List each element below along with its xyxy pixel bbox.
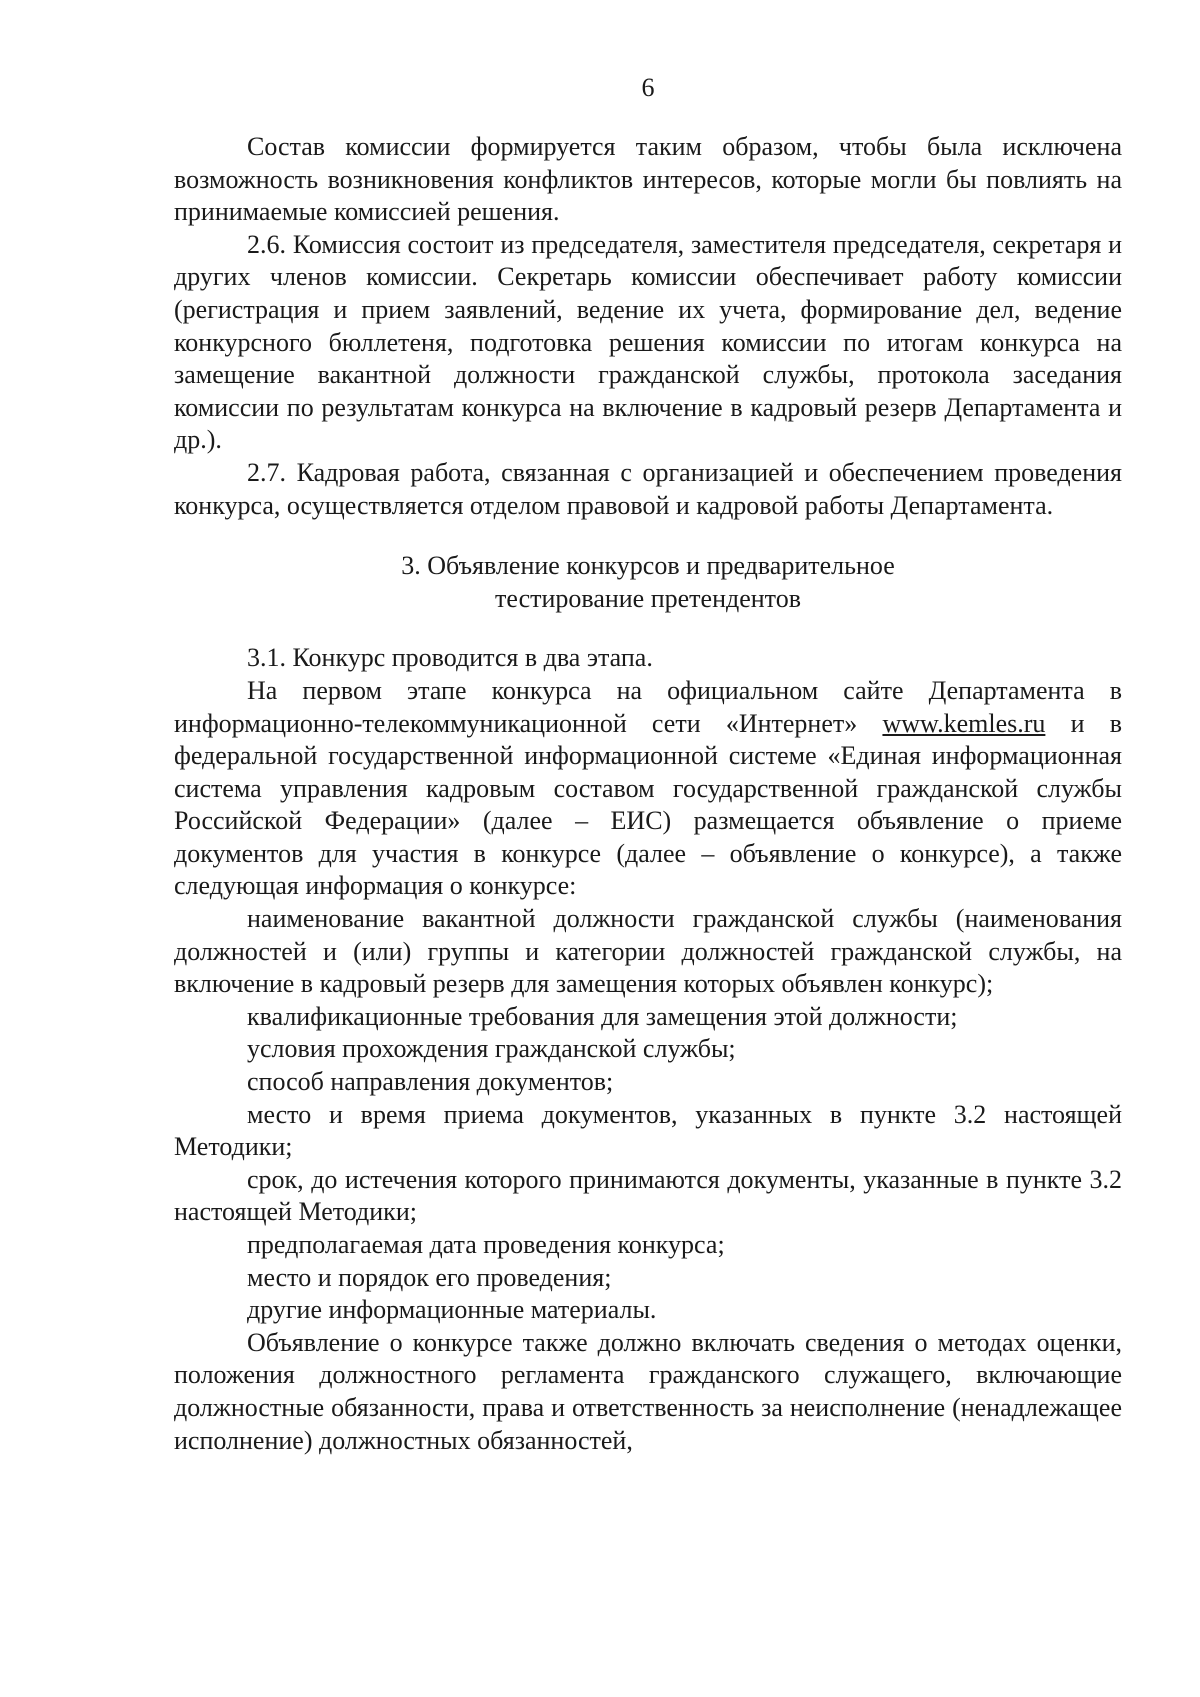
first-stage-text-before-link: На первом этапе конкурса на официальном сайте Департамента в информационно-телекоммуникационной сети «Интернет» [174,675,1122,738]
list-item: квалификационные требования для замещения этой должности; [247,1001,958,1031]
paragraph-2-6: 2.6. Комиссия состоит из председателя, заместителя председателя, секретаря и других членов комиссии. Секретарь комиссии обеспечивает работу комиссии (регистрация и прием заявлений, ведение их учета, формирование дел, ведение конкурсного бюллетеня, подготовка решения комиссии по итогам конкурса на замещение вакантной должности гражданской службы, протокола заседания комиссии по результатам конкурса на включение в кадровый резерв Департамента и др.). [174,229,1122,455]
paragraph-2-7: 2.7. Кадровая работа, связанная с организацией и обеспечением проведения конкурса, осуществляется отделом правовой и кадровой работы Департамента. [174,457,1122,520]
list-item: срок, до истечения которого принимаются документы, указанные в пункте 3.2 настоящей Методики; [174,1164,1122,1227]
paragraph-commission-composition: Состав комиссии формируется таким образом, чтобы была исключена возможность возникновения конфликтов интересов, которые могли бы повлиять на принимаемые комиссией решения. [174,132,1122,227]
list-item: условия прохождения гражданской службы; [247,1034,736,1064]
paragraph-first-stage [174,675,1122,903]
list-item: наименование вакантной должности гражданской службы (наименования должностей и (или) группы и категории должностей гражданской службы, на включение в кадровый резерв для замещения которых объявлен конкурс); [174,904,1122,999]
list-item: способ направления документов; [247,1067,614,1097]
website-link[interactable]: www.kemles.ru [882,708,1046,738]
list-item: место и порядок его проведения; [247,1262,612,1292]
paragraph-3-1: 3.1. Конкурс проводится в два этапа. [247,643,653,673]
list-item: другие информационные материалы. [247,1295,657,1325]
page-number: 6 [641,73,655,102]
list-item: место и время приема документов, указанных в пункте 3.2 настоящей Методики; [174,1099,1122,1162]
document-page [174,72,1122,1457]
first-stage-text-after-link: и в федеральной государственной информационной системе «Единая информационная система управления кадровым составом государственной гражданской службы Российской Федерации» (далее – ЕИС) размещается объявление о приеме документов для участия в конкурсе (далее – объявление о конкурсе), а также следующая информация о конкурсе: [174,708,1122,901]
list-item: предполагаемая дата проведения конкурса; [247,1230,725,1259]
paragraph-announcement-contents: Объявление о конкурсе также должно включать сведения о методах оценки, положения должностного регламента гражданского служащего, включающие должностные обязанности, права и ответственность за неисполнение (ненадлежащее исполнение) должностных обязанностей, [174,1327,1122,1455]
section-3-heading [174,550,1122,615]
section-3-heading-line-1: 3. Объявление конкурсов и предварительное [401,551,895,581]
section-3-heading-line-2: тестирование претендентов [495,583,801,613]
